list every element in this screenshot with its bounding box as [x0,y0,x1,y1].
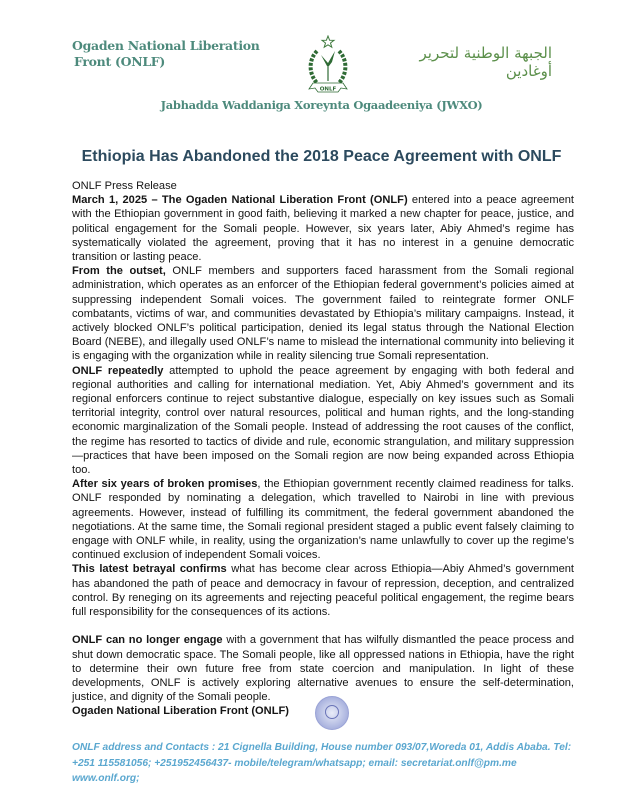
signature: Ogaden National Liberation Front (ONLF) [72,705,289,718]
footer-address: ONLF address and Contacts : 21 Cignella Building, House number 093/07,Woreda 01, Addis Ababa. Tel: [72,742,572,753]
onlf-emblem-eagle-wreath-icon [305,35,351,97]
org-name-line2: Front (ONLF) [74,54,165,69]
footer-website-link[interactable]: www.onlf.org; [72,773,140,784]
paragraph-lead: March 1, 2025 – The Ogaden National Liberation Front (ONLF) [72,194,408,207]
paragraph-text: attempted to uphold the peace agreement by engaging with both federal and regional authorities and calling for international mediation. Yet, Abiy Ahmed’s government and its regional enforcers continue to reject substantive dialogue, especially on key issues such as Somali territorial integrity, control over natural resources, political and human rights, and the long-standing economic marginalization of the Somali people. Instead of addressing the root causes of the conflict, the regime has resorted to tactics of divide and rule, economic strangulation, and military suppression—practices that have been imposed on the Somali region are now being expanded across Ethiopia too. [72,364,574,477]
contact-footer [72,740,632,787]
paragraph-2 [72,264,574,363]
seal-emblem [325,705,339,719]
paragraph-lead: ONLF repeatedly [72,364,164,377]
paragraph-4 [72,477,574,562]
page-title: Ethiopia Has Abandoned the 2018 Peace Agreement with ONLF [81,148,562,165]
official-seal-stamp-icon [315,696,349,730]
paragraph-text: , the Ethiopian government recently claimed readiness for talks. ONLF responded by nominating a delegation, which travelled to Nairobi in line with previous agreements. However, instead of fulfilling its commitment, the federal government abandoned the negotiations. At the same time, the Somali regional president staged a public event falsely claiming to engage with ONLF while, in reality, using the organization’s name unlawfully to cover up the regime’s continued exclusion of independent Somali voices. [72,478,574,562]
paragraph-text: entered into a peace agreement with the Ethiopian government in good faith, believing it marked a new chapter for peace, justice, and political engagement for the Somali people. However, six years later, Abiy Ahmed’s regime has systematically violated the agreement, proving that it has no interest in a genuine democratic transition or lasting peace. [72,194,574,264]
org-name-line1: Ogaden National Liberation [72,38,260,53]
org-name-arabic: الجبهة الوطنية لتحرير أوغادين [419,44,552,80]
paragraph-3 [72,364,574,478]
paragraph-lead: From the outset, [72,265,166,278]
paragraph-text: ONLF members and supporters faced harassment from the Somali regional administration, which operates as an enforcer of the Ethiopian federal government’s policies aimed at suppressing independent Somali voices. The government failed to reintegrate former ONLF combatants, victims of war, and communities devastated by Ethiopia’s military campaigns. Instead, it actively blocked ONLF’s political participation, denied its legal status through the National Election Board (NEBE), and illegally used ONLF’s name to mislead the international community into believing it is engaging with the organization while in reality silencing true Somali representation. [72,265,574,363]
paragraph-1 [72,193,574,264]
paragraph-lead: ONLF can no longer engage [72,634,223,647]
star-icon [322,36,334,47]
press-release-body [72,179,574,719]
press-release-label: ONLF Press Release [72,180,177,192]
paragraph-5 [72,562,574,619]
paragraph-6 [72,633,574,704]
org-name-english [72,38,260,70]
paragraph-text: what has become clear across Ethiopia—Abiy Ahmed’s government has abandoned the path of peace and democracy in favour of repression, deception, and centralized control. By reneging on its agreements and rejecting peaceful political engagement, the regime bears full responsibility for the consequences of its actions. [72,563,574,619]
paragraph-text: with a government that has wilfully dismantled the peace process and shut down democratic space. The Somali people, like all oppressed nations in Ethiopia, have the right to determine their own future free from state coercion and manipulation. In light of these developments, ONLF is actively exploring alternative avenues to ensure the self-determination, justice, and dignity of the Somali people. [72,634,574,704]
org-name-somali: Jabhadda Waddaniga Xoreynta Ogaadeeniya (JWXO) [160,98,483,112]
paragraph-lead: After six years of broken promises [72,478,258,491]
paragraph-lead: This latest betrayal confirms [72,563,227,576]
footer-phone-email: +251 115581056; +251952456437- mobile/telegram/whatsapp; email: secretariat.onlf@pm.me [72,757,517,769]
logo-ribbon-text: ONLF [319,86,337,93]
